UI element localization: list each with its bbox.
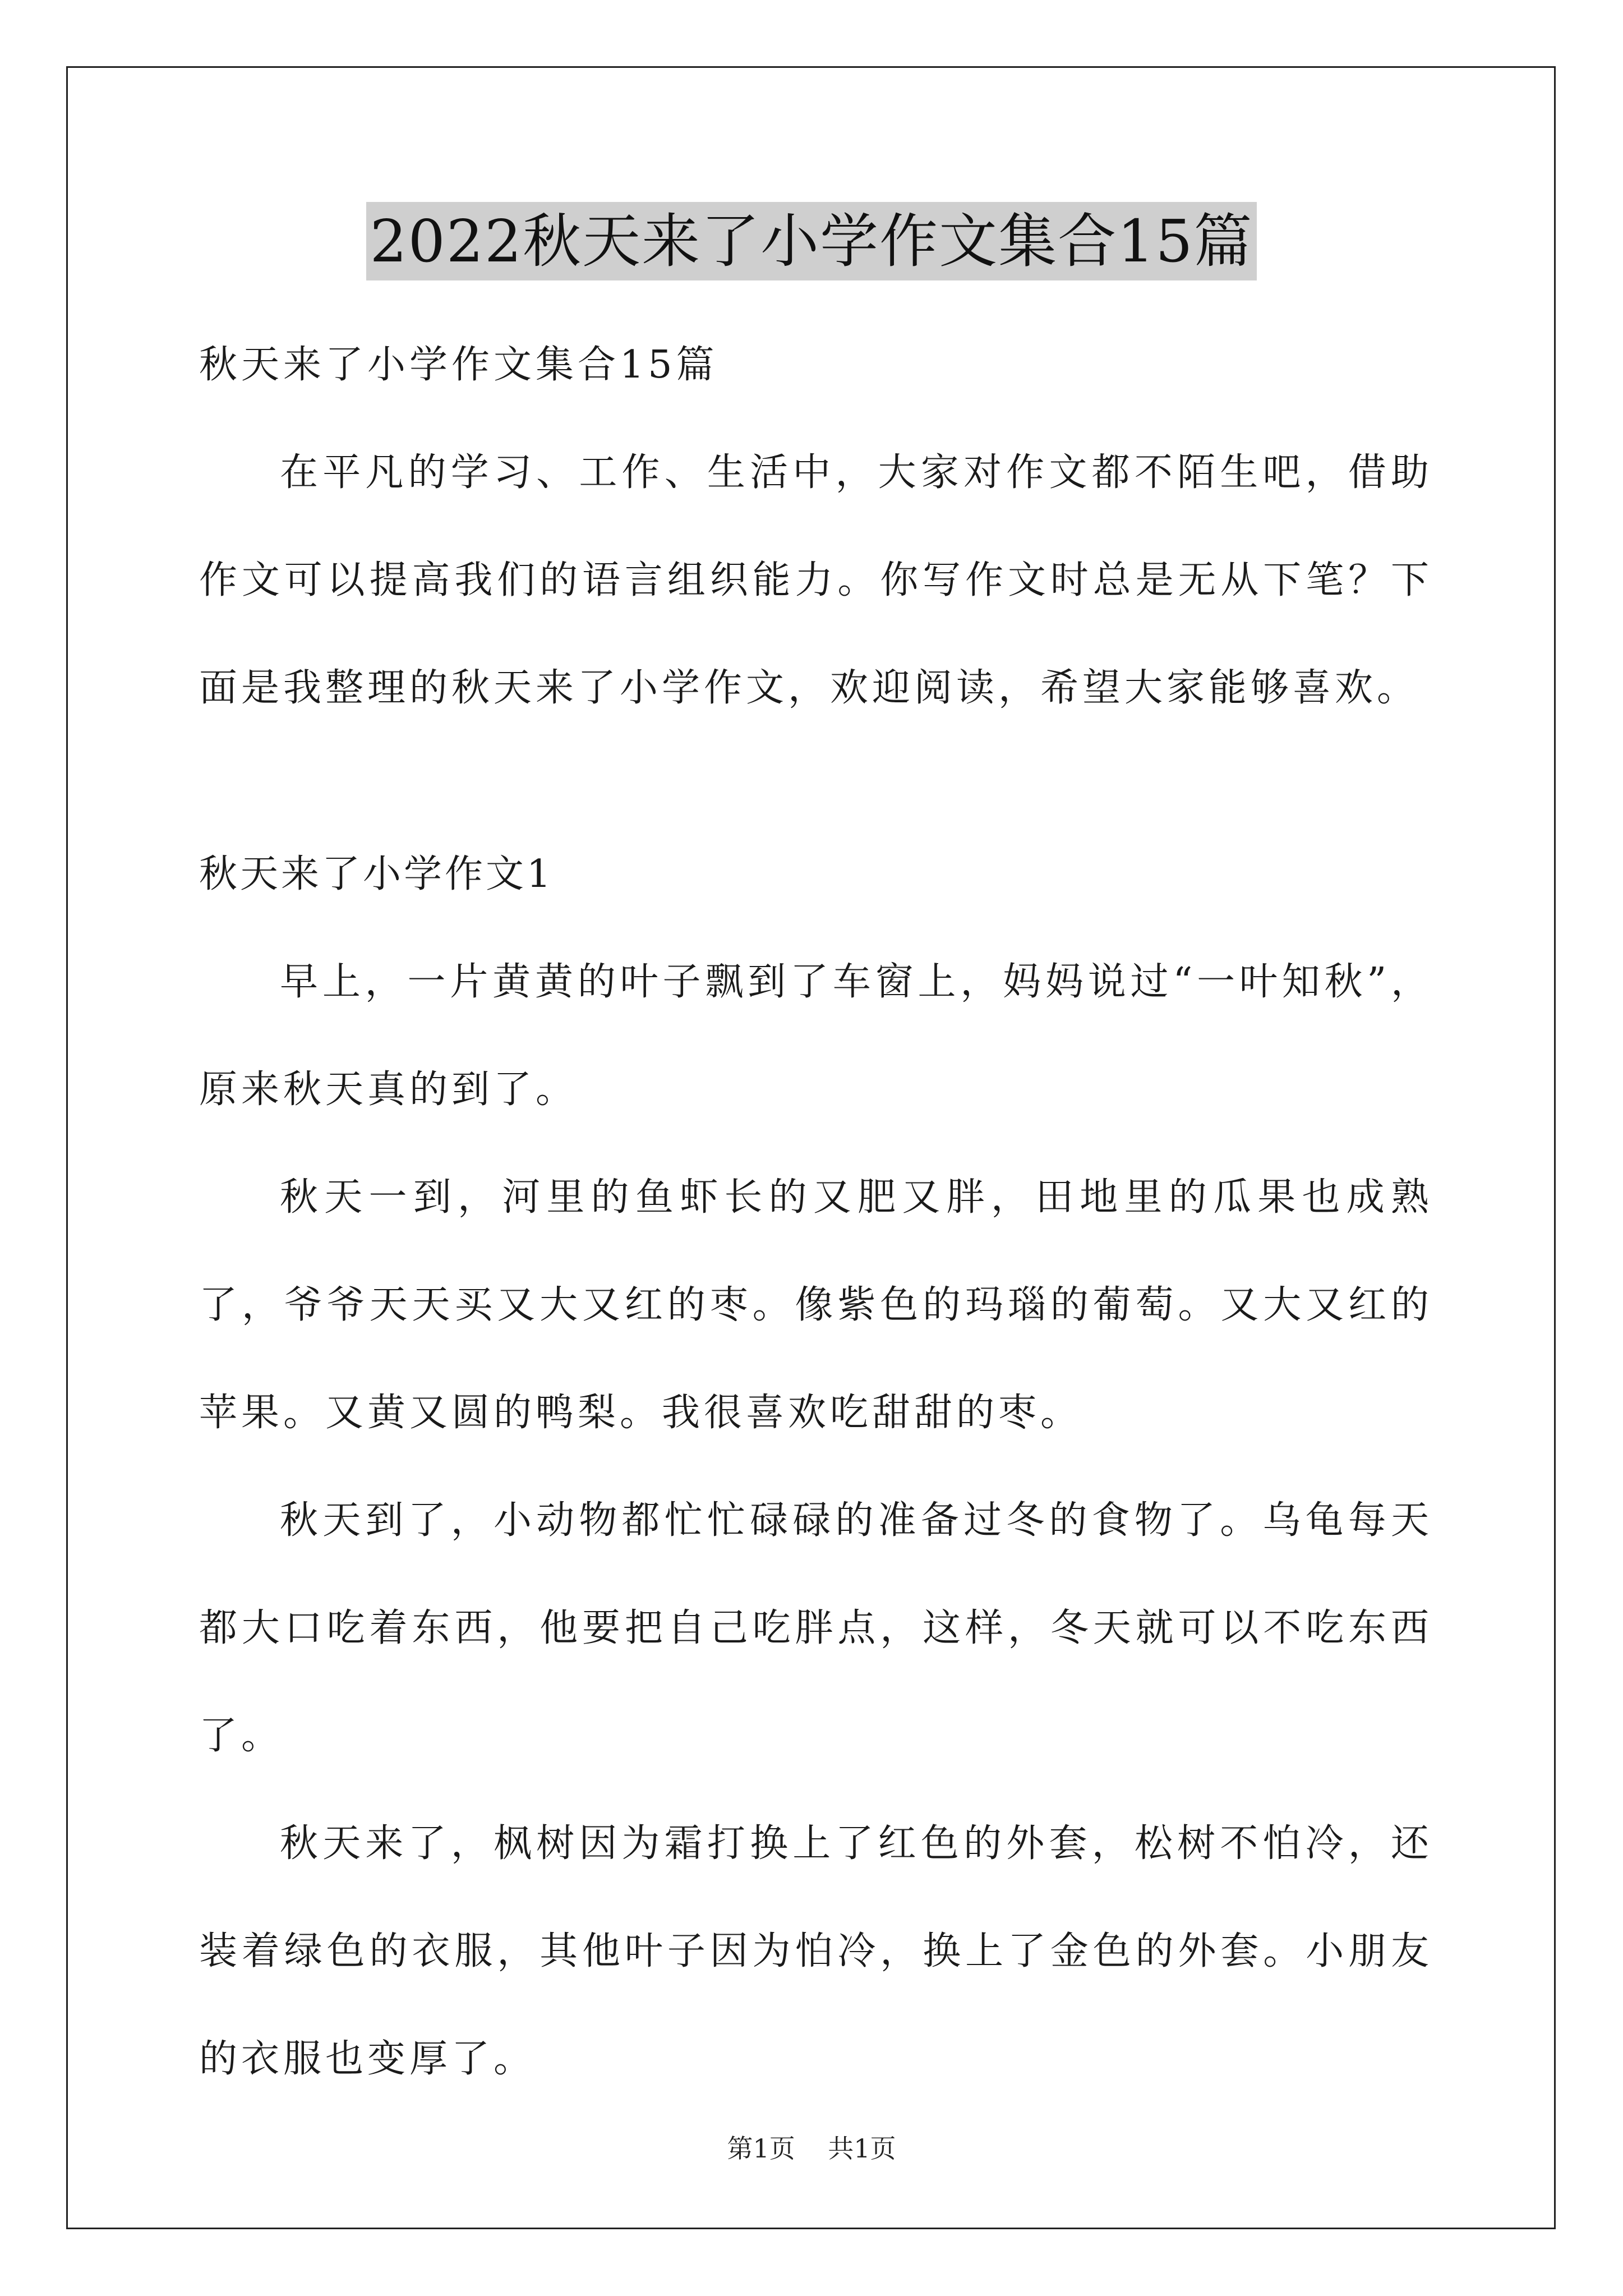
- intro-paragraph: 在平凡的学习、工作、生活中，大家对作文都不陌生吧，借助作文可以提高我们的语言组织能力。你写作文时总是无从下笔？下面是我整理的秋天来了小学作文，欢迎阅读，希望大家能够喜欢。: [199, 450, 1433, 710]
- document-title: 2022秋天来了小学作文集合15篇: [366, 202, 1256, 280]
- section-heading: 秋天来了小学作文1: [199, 852, 554, 896]
- page-footer: [0, 2132, 1623, 2165]
- body-paragraph-4: 秋天来了，枫树因为霜打换上了红色的外套，松树不怕冷，还装着绿色的衣服，其他叶子因为怕冷，换上了金色的外套。小朋友的衣服也变厚了。: [199, 1821, 1433, 2081]
- title-block: [0, 202, 1623, 280]
- body-paragraph-2: 秋天一到，河里的鱼虾长的又肥又胖，田地里的瓜果也成熟了，爷爷天天买又大又红的枣。像紫色的玛瑙的葡萄。又大又红的苹果。又黄又圆的鸭梨。我很喜欢吃甜甜的枣。: [199, 1175, 1433, 1435]
- document-body: [199, 311, 1433, 2113]
- document-subtitle: 秋天来了小学作文集合15篇: [199, 343, 718, 387]
- footer-gap: [795, 2133, 828, 2164]
- page-number-current: 第1页: [727, 2133, 795, 2164]
- section-spacer: [199, 742, 1433, 821]
- body-paragraph-1: 早上，一片黄黄的叶子飘到了车窗上，妈妈说过“一叶知秋”，原来秋天真的到了。: [199, 960, 1433, 1112]
- body-paragraph-3: 秋天到了，小动物都忙忙碌碌的准备过冬的食物了。乌龟每天都大口吃着东西，他要把自己吃胖点，这样，冬天就可以不吃东西了。: [199, 1498, 1433, 1758]
- page-number-total: 共1页: [828, 2133, 896, 2164]
